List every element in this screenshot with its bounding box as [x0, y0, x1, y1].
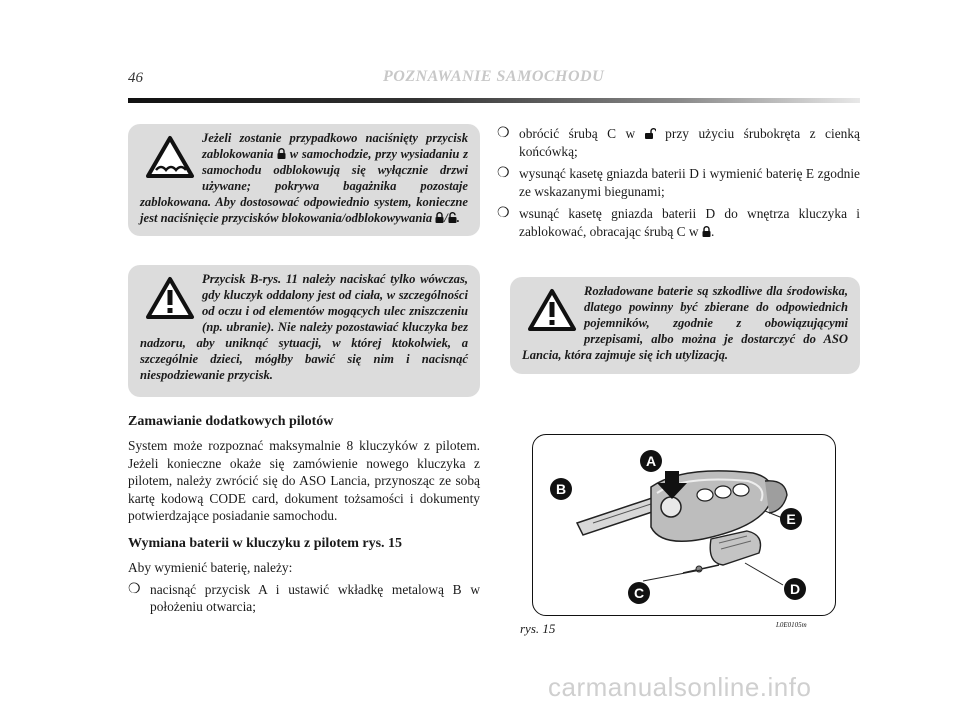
label-b [550, 478, 572, 500]
svg-text:D: D [789, 581, 801, 597]
right-column [497, 125, 860, 246]
svg-text:C: C [633, 585, 645, 601]
left-column [128, 413, 480, 621]
warning-box-batteries [510, 277, 860, 374]
label-d [784, 578, 806, 600]
figure-caption: rys. 15 [520, 621, 556, 636]
figure-code: L0E0105m [776, 621, 807, 629]
lock-closed-icon [435, 212, 444, 223]
list-item: ❍ wysunąć kasetę gniazda baterii D i wymienić baterię E zgodnie ze wskazanymi biegunami; [497, 166, 860, 199]
bullet-mark: ❍ [497, 166, 510, 182]
warning-text-1: Jeżeli zostanie przypadkowo naciśnięty przycisk zablokowania w samochodzie, przy wysiadaniu z samochodu odblokowują się wyłącznie drzwi używane; pokrywa bagażnika pozostaje zablokowana. Aby dostosować odpowiednio system, konieczne jest naciśnięcie przycisków blokowania/odblokowywania / . [140, 131, 469, 225]
lock-closed-icon [277, 148, 286, 159]
bullet-mark: ❍ [497, 126, 510, 141]
section-title: POZNAWANIE SAMOCHODU [383, 68, 605, 85]
paragraph-battery-intro: Aby wymienić baterię, należy: [128, 559, 293, 575]
list-item: ❍ obrócić śrubą C w przy użyciu śrubokręta z cienką końcówką; [497, 126, 860, 159]
warning-box-lock-button [128, 124, 480, 236]
lock-closed-icon [702, 226, 711, 237]
label-c [628, 582, 650, 604]
bullet-mark: ❍ [128, 581, 141, 597]
svg-text:E: E [786, 511, 796, 527]
label-e [780, 508, 802, 530]
svg-text:A: A [645, 453, 657, 469]
page-number: 46 [128, 70, 143, 86]
warning-box-button-b [128, 265, 480, 397]
bullet-mark: ❍ [497, 206, 510, 222]
watermark: carmanualsonline.info [548, 672, 812, 702]
warning-icon [144, 132, 196, 180]
paragraph-additional-remotes: System może rozpoznać maksymalnie 8 kluczyków z pilotem. Jeżeli konieczne okaże się zamówienie nowego kluczyka z pilotem, należy zwrócić się do ASO Lancia, przynosząc ze sobą kartę kodową CODE card, dokument tożsamości i dokumenty potwierdzające posiadanie samochodu. [128, 438, 480, 524]
battery-steps-list-right [497, 125, 860, 241]
warning-icon [526, 285, 578, 333]
warning-text-2: Przycisk B-rys. 11 należy naciskać tylko wówczas, gdy kluczyk oddalony jest od ciała, w szczególności od oczu i od elementów mogących ulec zniszczeniu (np. ubranie). Nie należy pozostawiać kluczyka bez nadzoru, aby uniknąć sytuacji, w której ktokolwiek, a szczególnie dzieci, mógłby bawić się nim i nacisnąć niespodziewanie przycisk. [140, 272, 468, 382]
key-illustration [533, 435, 835, 615]
header-rule [128, 98, 860, 103]
list-item: ❍ wsunąć kasetę gniazda baterii D do wnętrza kluczyka i zablokować, obracając śrubą C w . [497, 206, 860, 239]
label-a [640, 450, 662, 472]
warning-icon [144, 273, 196, 321]
heading-battery-replacement: Wymiana baterii w kluczyku z pilotem rys. 15 [128, 535, 403, 551]
battery-steps-list-left [128, 581, 480, 616]
svg-text:B: B [555, 481, 567, 497]
lock-open-icon [448, 212, 457, 223]
lock-open-icon [645, 128, 656, 139]
figure-key-battery [532, 434, 836, 616]
warning-text-3: Rozładowane baterie są szkodliwe dla środowiska, dlatego powinny być zbierane do odpowiednich pojemników, zgodnie z obowiązującymi przepisami, albo można je dostarczyć do ASO Lancia, która zajmuje się ich utylizacją. [522, 284, 848, 362]
list-item: ❍ nacisnąć przycisk A i ustawić wkładkę metalową B w położeniu otwarcia; [128, 581, 480, 615]
heading-additional-remotes: Zamawianie dodatkowych pilotów [128, 414, 334, 429]
